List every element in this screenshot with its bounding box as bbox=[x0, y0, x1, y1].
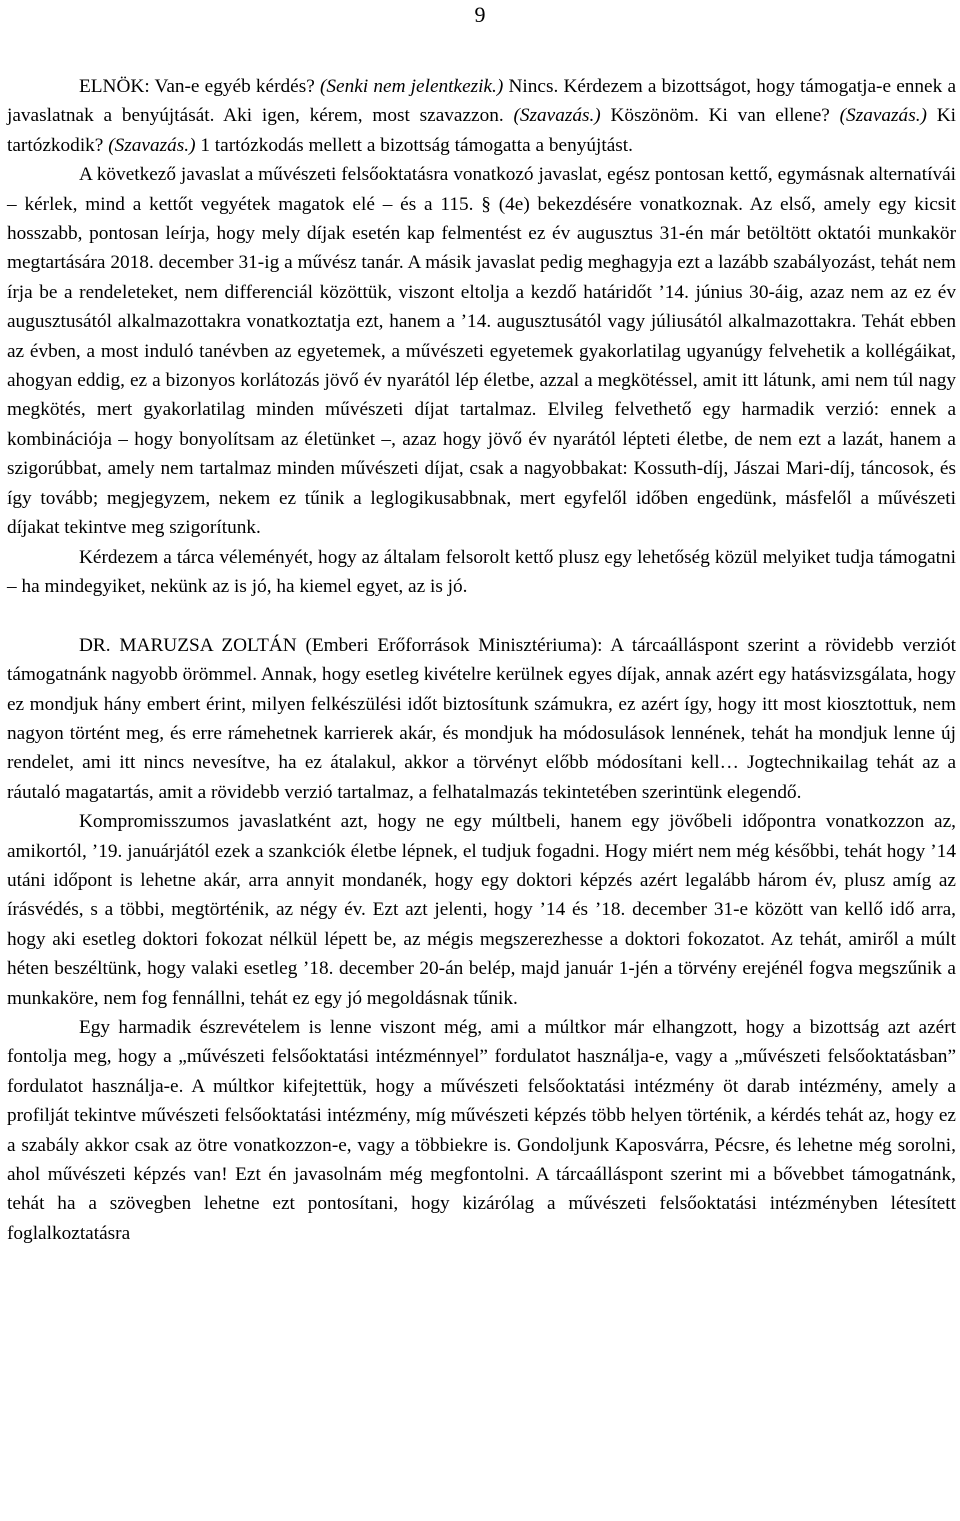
paragraph-chair-vote bbox=[7, 72, 956, 160]
text-segment: A következő javaslat a művészeti felsőoktatásra vonatkozó javaslat, egész pontosan kettő, egymásnak alternatívái – kérlek, mind a kettőt vegyétek magatok elé – és a 115. § (4e) bekezdésére vonatkoznak. Az első, amely egy kicsit hosszabb, pontosan leírja, hogy mely díjak esetén kap felmentést ez év augusztus 31-én már betöltött oktatói munkakör megtartására 2018. december 31-ig a művész tanár. A másik javaslat pedig meghagyja ezt a lazább szabályozást, tehát nem írja be a rendeleteket, nem differenciál közöttük, viszont eltolja a kezdő határidőt ’14. június 30-áig, azaz nem az ez év augusztusától alkalmazottakra vonatkoztatja ezt, hanem a ’14. augusztusától vagy júliusától alkalmazottakra. Tehát ebben az évben, a most induló tanévben az egyetemek, a művészeti egyetemek gyakorlatilag ugyanúgy felvehetik a kollégáikat, ahogyan eddig, ez a bizonyos korlátozás jövő év nyarától lép életbe, azzal a megkötéssel, amit itt látunk, ami nem túl nagy megkötés, mert gyakorlatilag minden művészeti díjat tartalmaz. Elvileg felvethető egy harmadik verzió: ennek a kombinációja – hogy bonyolítsam az életünket –, azaz hogy jövő év nyarától lépteti életbe, de nem ezt a lazát, hanem a szigorúbbat, amely nem tartalmaz minden művészeti díjat, csak a nagyobbakat: Kossuth-díj, Jászai Mari-díj, táncosok, és így tovább; megjegyzem, nekem ez tűnik a leglogikusabbnak, mert egyfelől időben engedünk, másfelől a művészeti díjakat tekintve meg szigorítunk. bbox=[7, 164, 956, 539]
text-segment: Ki tartózkodik? bbox=[7, 105, 956, 156]
text-segment: Köszönöm. Ki van ellene? bbox=[600, 105, 840, 127]
page-number: 9 bbox=[474, 2, 486, 27]
stage-direction: (Szavazás.) bbox=[513, 105, 601, 127]
transcript-body bbox=[7, 72, 956, 1248]
text-segment: 1 tartózkodás mellett a bizottság támogatta a benyújtást. bbox=[195, 134, 633, 156]
stage-direction: (Szavazás.) bbox=[108, 134, 196, 156]
text-segment: Nincs. Kérdezem a bizottságot, hogy támogatja-e ennek a javaslatnak a benyújtását. Aki igen, kérem, most szavazzon. bbox=[7, 76, 957, 127]
text-segment: ELNÖK: Van-e egyéb kérdés? bbox=[79, 76, 320, 97]
text-segment: DR. MARUZSA ZOLTÁN (Emberi Erőforrások Minisztériuma): A tárcaálláspont szerint a rövidebb verziót támogatnánk nagyobb örömmel. Annak, hogy esetleg kivételre kerülnek egyes díjak, annak azért egy hatásvizsgálata, hogy ez mondjuk hány embert érint, milyen felkészülési időt biztosítunk számukra, ez azért így, hogy itt most kiosztottuk, nem nagyon történt meg, és erre rámehetnek karrierek akár, és mondjuk ha módosulások lennének, tehát ha mondjuk lenne új rendelet, ami itt nincs nevesítve, ha ez átalakul, akkor a törvényt előbb módosítani kell… Jogtechnikailag tehát az a ráutaló magatartás, amit a rövidebb verzió tartalmaz, a felhatalmazás tekintetében szerintünk elegendő. bbox=[7, 634, 956, 803]
text-segment: Egy harmadik észrevételem is lenne viszont még, ami a múltkor már elhangzott, hogy a bizottság azt azért fontolja meg, hogy a „művészeti felsőoktatási intézménnyel” fordulatot használja-e, vagy a „művészeti felsőoktatásban” fordulatot használja-e. A múltkor kifejtettük, hogy a művészeti felsőoktatási intézmény öt darab intézmény, amely a profilját tekintve művészeti felsőoktatási intézmény, míg művészeti képzés több helyen történik, a kérdés tehát az, hogy ez a szabály akkor csak az ötre vonatkozzon-e, vagy a többiekre is. Gondoljunk Kaposvárra, Pécsre, és lehetne még sorolni, ahol művészeti képzés van! Ezt én javasolnám még megfontolni. A tárcaálláspont szerint mi a bővebbet támogatnánk, tehát ha a szövegben lehetne ezt pontosítani, hogy kizárólag a művészeti felsőoktatási intézményben létesített foglalkoztatásra bbox=[7, 1016, 956, 1244]
stage-direction: (Senki nem jelentkezik.) bbox=[320, 76, 504, 97]
stage-direction: (Szavazás.) bbox=[839, 105, 927, 127]
text-segment: Kérdezem a tárca véleményét, hogy az általam felsorolt kettő plusz egy lehetőség közül melyiket tudja támogatni – ha mindegyiket, nekünk az is jó, ha kiemel egyet, az is jó. bbox=[7, 546, 956, 597]
text-segment: Kompromisszumos javaslatként azt, hogy ne egy múltbeli, hanem egy jövőbeli időpontra vonatkozzon az, amikortól, ’19. januárjától ezek a szankciók életbe lépnek, el tudjuk fogadni. Hogy miért nem még későbbi, tehát hogy ’14 utáni időpont is lehetne akár, arra annyit mondanék, hogy egy doktori képzés azért legalább három év, plusz amíg az írásvédés, s a többi, megtörténik, az négy év. Ezt azt jelenti, hogy ’14 és ’18. december 31-e között van kellő idő arra, hogy aki esetleg doktori fokozat nélkül lépett be, az mégis megszerezhesse a doktori fokozatot. Az tehát, amiről a múlt héten beszéltünk, hogy valaki esetleg ’18. december 20-án belép, majd január 1-jén a törvény erejénél fogva megszűnik a munkaköre, nem fog fennállni, tehát ez egy jó megoldásnak tűnik. bbox=[7, 811, 956, 1009]
paragraph-question-to-ministry bbox=[7, 543, 956, 602]
paragraph-ministry-response bbox=[7, 631, 956, 807]
paragraph-proposal-description bbox=[7, 160, 956, 542]
paragraph-compromise-proposal bbox=[7, 807, 956, 1013]
paragraph-third-remark bbox=[7, 1013, 956, 1248]
